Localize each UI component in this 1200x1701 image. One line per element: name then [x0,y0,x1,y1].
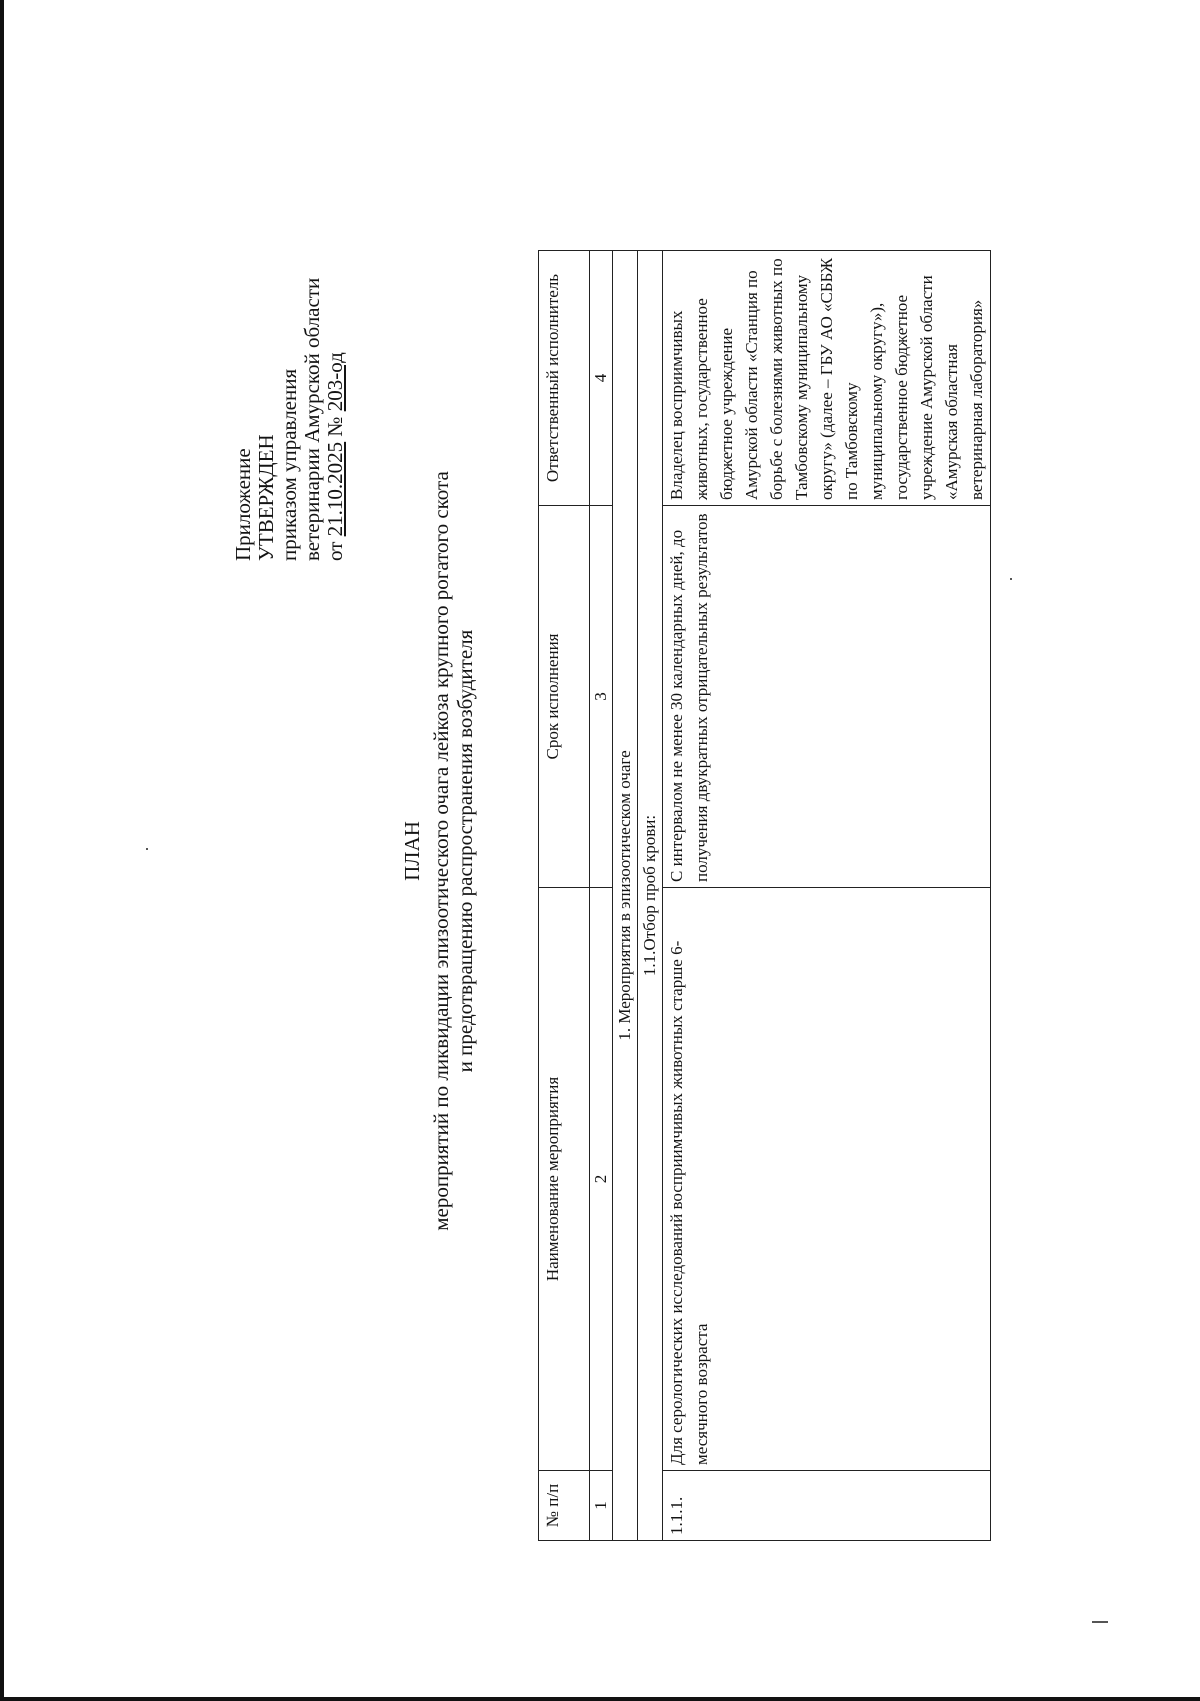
table-row [663,251,991,1541]
section-title: 1. Мероприятия в эпизоотическом очаге [613,251,638,1541]
plan-table [538,250,991,1541]
title-line: мероприятий по ликвидации эпизоотического очага лейкоза крупного рогатого скота [429,471,453,1231]
date-prefix: от [323,536,347,561]
header-cell: Срок исполнения [539,506,590,888]
column-number: 4 [590,251,613,506]
approval-date-line [324,278,347,561]
approval-line: ветеринарии Амурской области [300,277,324,561]
row-term: С интервалом не менее 30 календарных дней, до получения двукратных отрицательных результатов [663,506,991,888]
order-number: 203-од [323,352,347,412]
header-cell: № п/п [539,1471,590,1541]
table-header-row [539,251,590,1541]
approval-stamp-block [232,278,347,561]
column-number: 2 [590,888,613,1471]
title-line: и предотвращению распространения возбудителя [453,629,477,1073]
approval-line: Приложение [231,448,255,561]
column-number-row [590,251,613,1541]
subsection-title: 1.1.Отбор проб крови: [638,251,663,1541]
approval-date: 21.10.2025 [323,441,347,537]
header-cell: Наименование мероприятия [539,888,590,1471]
column-number: 1 [590,1471,613,1541]
row-responsible: Владелец восприимчивых животных, государственное бюджетное учреждение Амурской области «Станция по борьбе с болезнями животных по Тамбовскому муниципальному округу» (далее – ГБУ АО «СББЖ по Тамбовскому муниципальному округу»), государственное бюджетное учреждение Амурской области «Амурская областная ветеринарная лаборатория» [663,251,991,506]
document-title [400,251,477,1451]
subsection-row [638,251,663,1541]
header-cell: Ответственный исполнитель [539,251,590,506]
section-row [613,251,638,1541]
number-sign: № [323,411,347,442]
title-heading: ПЛАН [400,821,424,881]
approval-line: УТВЕРЖДЕН [254,434,278,561]
approval-line: приказом управления [277,368,301,561]
row-name: Для серологических исследований восприимчивых животных старше 6-месячного возраста [663,888,991,1471]
row-number: 1.1.1. [663,1471,991,1541]
column-number: 3 [590,506,613,888]
